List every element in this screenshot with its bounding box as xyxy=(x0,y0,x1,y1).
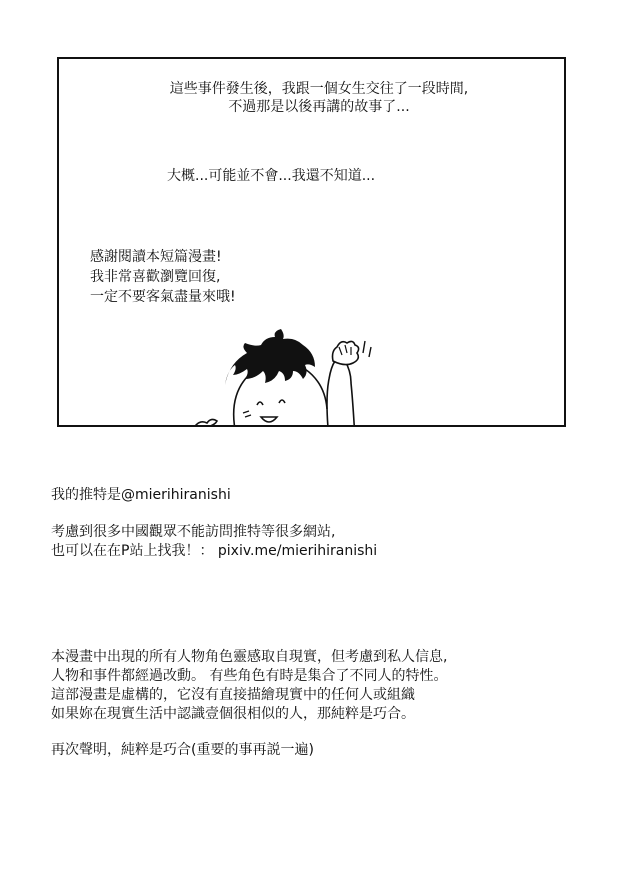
panel-text-3-line: 一定不要客氣盡量來哦! xyxy=(90,289,236,305)
panel-text-1-line: 這些事件發生後，我跟一個女生交往了一段時間, xyxy=(169,81,469,97)
disclaimer-line: 這部漫畫是虛構的，它沒有直接描繪現實中的任何人或組織 xyxy=(51,687,415,703)
disclaimer xyxy=(51,648,447,724)
panel-text-2: 大概...可能並不會...我還不知道... xyxy=(167,168,376,184)
pixiv-note-line: 考慮到很多中國觀眾不能訪問推特等很多網站, xyxy=(51,524,336,540)
manga-panel xyxy=(57,57,566,427)
pixiv-note-line: 也可以在在P站上找我！： pixiv.me/mierihiranishi xyxy=(51,543,378,559)
panel-text-3-line: 感謝閱讀本短篇漫畫! xyxy=(90,249,222,265)
pixiv-note xyxy=(51,523,377,561)
disclaimer-line: 如果妳在現實生活中認識壹個很相似的人，那純粹是巧合。 xyxy=(51,706,415,722)
panel-text-1-line: 不過那是以後再講的故事了... xyxy=(228,99,410,115)
twitter-text: 我的推特是@mierihiranishi xyxy=(51,487,231,503)
disclaimer-line: 本漫畫中出現的所有人物角色靈感取自現實，但考慮到私人信息, xyxy=(51,649,448,665)
closing-statement: 再次聲明，純粹是巧合(重要的事再説一遍) xyxy=(51,742,314,758)
disclaimer-line: 人物和事件都經過改動。 有些角色有時是集合了不同人的特性。 xyxy=(51,668,448,684)
panel-text-3-line: 我非常喜歡瀏覽回復, xyxy=(90,269,221,285)
panel-text-3 xyxy=(90,247,236,307)
panel-text-1 xyxy=(154,80,484,116)
waving-character-illustration xyxy=(179,327,419,427)
